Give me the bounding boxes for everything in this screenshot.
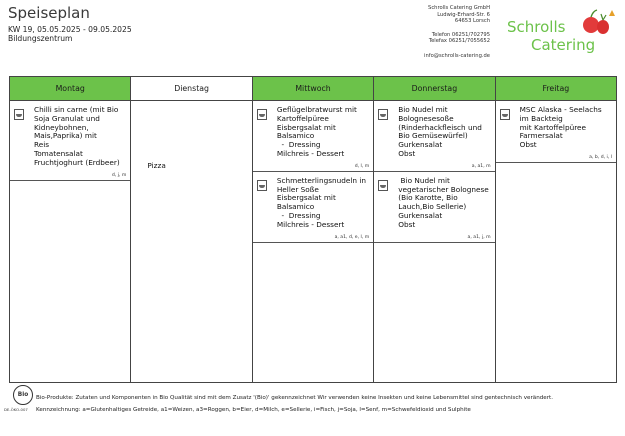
bio-cert-code: DE-ÖKO-007 <box>4 407 28 412</box>
bowl-icon <box>378 109 388 120</box>
company-logo <box>505 6 617 56</box>
fruit-icon <box>579 6 619 36</box>
dish-card <box>253 172 373 243</box>
bio-note: Bio-Produkte: Zutaten und Komponenten in Bio Qualität sind mit dem Zusatz '(Bio)' gekennzeichnet Wir verwenden keine Insekten und keine Lebensmittel sind gentechnisch verändert. <box>36 395 554 401</box>
day-header-tuesday: Dienstag <box>131 77 251 101</box>
dish-card <box>496 101 616 163</box>
page-title: Speiseplan <box>8 4 90 22</box>
dish-text: Bio Nudel mit Bolognesesoße (Rinderhackfleisch und Bio Gemüsewürfel) Gurkensalat Obst <box>398 105 482 158</box>
day-header-monday: Montag <box>10 77 130 101</box>
day-column-monday <box>10 77 130 382</box>
allergen-codes: d, j, m <box>111 172 127 178</box>
day-header-thursday: Donnerstag <box>374 77 494 101</box>
allergen-legend: Kennzeichnung: a=Glutenhaltiges Getreide, a1=Weizen, a3=Roggen, b=Eier, d=Milch, e=Sellerie, i=Fisch, j=Soja, l=Senf, m=Schwefeldioxid und Sulphite <box>36 407 471 413</box>
dish-card <box>253 101 373 172</box>
bowl-icon <box>14 109 24 120</box>
dish-text-plain: Pizza <box>147 161 166 170</box>
menu-grid <box>9 76 617 383</box>
day-column-wednesday <box>252 77 373 382</box>
dish-text: Chilli sin carne (mit Bio Soja Granulat und Kidneybohnen, Mais,Paprika) mit Reis Tomatensalat Fruchtjoghurt (Erdbeer) <box>34 105 120 167</box>
day-header-friday: Freitag <box>496 77 616 101</box>
company-email: info@schrolls-catering.de <box>424 53 490 59</box>
company-street: Ludwig-Erhard-Str. 6 <box>437 11 490 18</box>
allergen-codes: a, a1, d, e, l, m <box>334 234 370 240</box>
logo-text-1: Schrolls <box>507 18 566 36</box>
allergen-codes: d, l, m <box>354 163 370 169</box>
day-column-friday <box>495 77 616 382</box>
dish-text: Schmetterlingsnudeln in Heller Soße Eisbergsalat mit Balsamico - Dressing Milchreis - Dessert <box>276 175 366 229</box>
bowl-icon <box>500 109 510 120</box>
bio-seal <box>4 385 30 412</box>
dish-card <box>10 101 130 181</box>
day-header-wednesday: Mittwoch <box>253 77 373 101</box>
logo-text-2: Catering <box>531 36 596 54</box>
company-city: 64653 Lorsch <box>454 18 490 25</box>
day-column-tuesday <box>130 77 251 382</box>
dish-text: Bio Nudel mit vegetarischer Bolognese (Bio Karotte, Bio Lauch,Bio Sellerie) Gurkensalat Obst <box>398 175 489 229</box>
dish-text: Geflügelbratwurst mit Kartoffelpüree Eisbergsalat mit Balsamico - Dressing Milchreis - Dessert <box>276 105 357 158</box>
bowl-icon <box>378 180 388 191</box>
company-address <box>428 5 490 45</box>
week-range: KW 19, 05.05.2025 - 09.05.2025 <box>8 25 132 34</box>
allergen-codes: a, a1, j, m <box>467 234 491 240</box>
company-name: Schrolls Catering GmbH <box>428 5 490 11</box>
dish-card <box>374 101 494 172</box>
bowl-icon <box>257 180 267 191</box>
allergen-codes: a, a1, m <box>471 163 491 169</box>
footer <box>0 385 625 436</box>
location-name: Bildungszentrum <box>8 34 73 43</box>
allergen-codes: a, b, d, i, l <box>589 154 613 160</box>
bio-seal-icon: Bio <box>13 385 33 405</box>
dish-card <box>374 172 494 243</box>
company-fax: Telefax 06251/7055652 <box>428 38 490 45</box>
bowl-icon <box>257 109 267 120</box>
dish-text: MSC Alaska - Seelachs im Backteig mit Kartoffelpüree Farmersalat Obst <box>519 105 602 150</box>
day-column-thursday <box>373 77 494 382</box>
company-phone: Telefon 06251/702795 <box>431 31 490 38</box>
